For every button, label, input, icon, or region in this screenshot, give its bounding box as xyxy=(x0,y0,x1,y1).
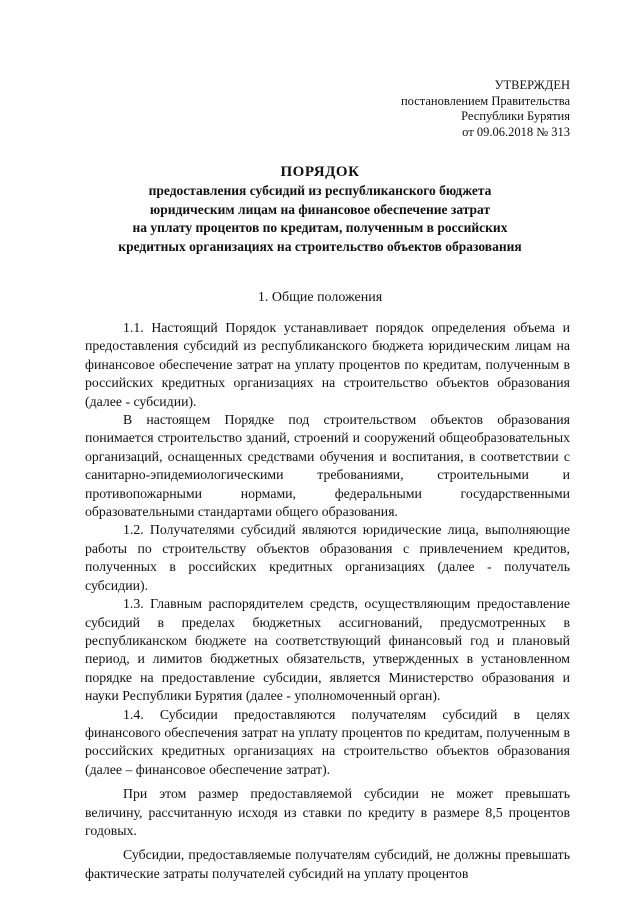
approval-line: УТВЕРЖДЕН xyxy=(494,78,570,92)
title-line: предоставления субсидий из республиканского бюджета xyxy=(148,183,492,198)
title-line: юридическим лицам на финансовое обеспечение затрат xyxy=(149,201,491,217)
paragraph: 1.4. Субсидии предоставляются получателям субсидий в целях финансового обеспечения затрат на уплату процентов по кредитам, полученным в российских кредитных организациях на строительство объектов образования (далее – финансовое обеспечение затрат). xyxy=(85,706,570,777)
approval-line: от 09.06.2018 № 313 xyxy=(462,124,570,139)
paragraph: В настоящем Порядке под строительством объектов образования понимается строительство зданий, строений и сооружений общеобразовательных организаций, оснащенных средствами обучения и воспитания, в соответствии с санитарно-эпидемиологическими требованиями, строительными и противопожарными нормами, федеральными государственными образовательными стандартами общего образования. xyxy=(85,412,570,520)
paragraph: При этом размер предоставляемой субсидии не может превышать величину, рассчитанную исходя из ставки по кредиту в размере 8,5 процентов годовых. xyxy=(85,786,570,838)
section-body xyxy=(85,319,570,883)
title-line: кредитных организациях на строительство объектов образования xyxy=(118,238,522,254)
approval-stamp xyxy=(330,78,570,140)
paragraph: 1.2. Получателями субсидий являются юридические лица, выполняющие работы по строительству объектов образования с привлечением кредитов, полученных в российских кредитных организациях (далее - получатель субсидии). xyxy=(85,522,570,593)
title-line: на уплату процентов по кредитам, полученным в российских xyxy=(132,220,508,235)
approval-line: Республики Бурятия xyxy=(461,109,570,123)
approval-line: постановлением Правительства xyxy=(400,93,570,108)
paragraph: 1.3. Главным распорядителем средств, осуществляющим предоставление субсидий в пределах бюджетных ассигнований, предусмотренных в республиканском бюджете на соответствующий финансовый год и плановый период, и лимитов бюджетных обязательств, утвержденных в установленном порядке на предоставление субсидии, является Министерство образования и науки Республики Бурятия (далее - уполномоченный орган). xyxy=(85,596,570,704)
document-title xyxy=(60,163,580,256)
paragraph: Субсидии, предоставляемые получателям субсидий, не должны превышать фактические затраты получателей субсидий на уплату процентов xyxy=(85,847,570,881)
title-main: ПОРЯДОК xyxy=(280,164,360,180)
paragraph: 1.1. Настоящий Порядок устанавливает порядок определения объема и предоставления субсидий из республиканского бюджета юридическим лицам на финансовое обеспечение затрат на уплату процентов по кредитам, полученным в российских кредитных организациях на строительство объектов образования (далее - субсидии). xyxy=(85,320,570,409)
section-heading: 1. Общие положения xyxy=(257,290,383,305)
